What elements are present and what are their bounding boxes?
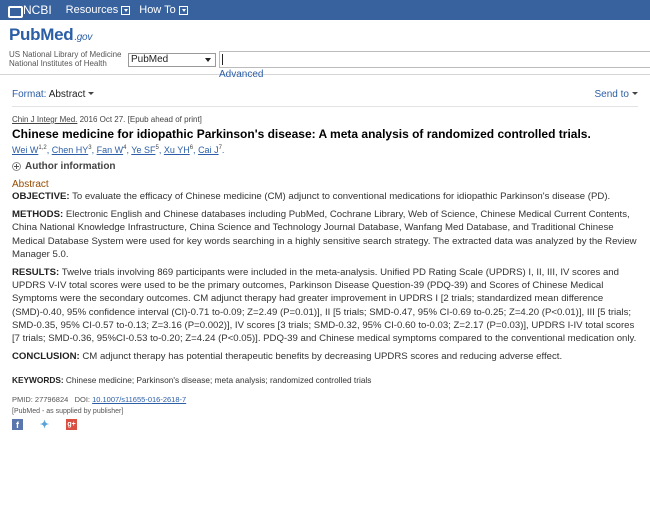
pubmed-brand[interactable] xyxy=(9,20,124,74)
advanced-search-link[interactable]: Advanced xyxy=(219,69,264,80)
author-list: Wei W$^{1,2}$, Chen $HY^3$, Fan $W^4$, Ye $SF^5$, Xu $YH^6$, Cai $J^7$. xyxy=(12,145,225,155)
author-link[interactable]: Xu YH xyxy=(163,145,190,155)
org-line-2: National Institutes of Health xyxy=(9,59,107,68)
database-select[interactable]: PubMed xyxy=(128,53,216,67)
identifiers: PMID: 27796824 DOI: 10.1007/s11655-016-2618-7 xyxy=(12,395,187,405)
format-bar xyxy=(0,82,650,106)
twitter-icon[interactable]: ✦ xyxy=(39,419,50,432)
author-information-toggle[interactable]: Author information xyxy=(12,161,638,172)
share-bar xyxy=(12,419,638,430)
supplied-note: [PubMed - as supplied by publisher] xyxy=(12,408,124,416)
caret-down-icon xyxy=(88,92,94,95)
author-link[interactable]: Chen HY xyxy=(51,145,89,155)
abstract-objective: OBJECTIVE: To evaluate the efficacy of Chinese medicine (CM) adjunct to conventional medications for idiopathic Parkinson's disease (PD). xyxy=(12,191,611,202)
journal-link[interactable]: Chin J Integr Med. xyxy=(12,115,78,124)
abstract-body xyxy=(12,190,638,363)
caret-down-icon xyxy=(632,92,638,95)
how-to-label: How To xyxy=(139,4,176,16)
ncbi-topbar xyxy=(0,0,650,20)
ncbi-brand: NCBI xyxy=(23,3,52,17)
doi-link[interactable]: 10.1007/s11655-016-2618-7 xyxy=(92,395,187,405)
author-link[interactable]: Wei W xyxy=(12,145,39,155)
chevron-down-icon xyxy=(179,6,188,15)
citation-line: Chin J Integr Med. 2016 Oct 27. [Epub ahead of print] xyxy=(12,115,202,124)
resources-menu[interactable] xyxy=(66,4,131,16)
ncbi-home-link[interactable] xyxy=(8,3,52,17)
pubmed-logo: PubMed.gov xyxy=(9,25,93,44)
author-link[interactable]: Cai J xyxy=(198,145,219,155)
facebook-icon[interactable]: f xyxy=(12,419,23,430)
google-plus-icon[interactable]: g+ xyxy=(67,421,76,429)
how-to-menu[interactable] xyxy=(139,4,187,16)
ncbi-logo-icon xyxy=(8,4,20,16)
format-selector[interactable]: Format: Abstract xyxy=(12,89,94,100)
abstract-conclusion: CONCLUSION: CM adjunct therapy has potential therapeutic benefits by decreasing UPDRS scores and reducing adverse effect. xyxy=(12,351,563,363)
search-input[interactable] xyxy=(219,51,650,68)
abstract-heading: Abstract xyxy=(12,179,49,190)
chevron-down-icon xyxy=(121,6,130,15)
org-line-1: US National Library of Medicine xyxy=(9,50,122,59)
caret-down-icon xyxy=(205,58,211,62)
article-title: Chinese medicine for idiopathic Parkinson's disease: A meta analysis of randomized controlled trials. xyxy=(12,127,591,141)
abstract-methods: METHODS: Electronic English and Chinese databases including PubMed, Cochrane Library, Web of Science, Chinese Medical Current Contents, China National Knowledge Infrastructure, China Science and Technology Journal Database, Wanfang Med Database, and Traditional Chinese Medical Database System were used for key words searching in a highly sensitive search strategy. The extracted data was analyzed by the Review Manager 5.0. xyxy=(12,209,637,260)
author-link[interactable]: Ye SF xyxy=(131,145,156,155)
resources-label: Resources xyxy=(65,4,119,16)
pubmed-header xyxy=(0,20,650,80)
send-to-menu[interactable]: Send to xyxy=(595,89,638,100)
text-cursor xyxy=(222,54,223,65)
keywords: KEYWORDS: Chinese medicine; Parkinson's disease; meta analysis; randomized controlled trials xyxy=(12,375,372,386)
abstract-results: RESULTS: Twelve trials involving 869 participants were included in the meta-analysis. Unified PD Rating Scale (UPDRS) I, II, III, IV scores and UPDRS V-IV total scores were used to be the primary outcomes, Parkinson Disease Question-39 (PDQ-39) and Scores of Chinese Medical Symptoms were the secondary outcomes. CM adjunct therapy had greater improvement in UPDRS I [2 trials; standardized mean difference (SMD)-0.40, 95% confidence interval (CI)-0.71 to-0.09; Z=2.49 (P=0.01)], II [5 trials; SMD-0.47, 95% CI-0.69 to-0.25; Z=4.20 (P<0.01)], III [5 trials; SMD-0.35, 95% CI-0.57 to-0.13; Z=3.16 (P=0.002)], IV scores [3 trials; SMD-0.32, 95% CI-0.60 to-0.03; Z=2.17 (P=0.03)], UPDRS I-IV total scores [7 trials; SMD-0.36, 95%CI-0.53 to-0.20; Z=4.24 (P<0.05)]. PDQ-39 and Chinese medical symptoms compared to the conventional medication only. xyxy=(12,267,637,345)
expand-plus-icon xyxy=(12,162,21,171)
pmid: PMID: 27796824 xyxy=(12,395,69,405)
author-link[interactable]: Fan W xyxy=(96,145,124,155)
article-content xyxy=(0,107,650,430)
